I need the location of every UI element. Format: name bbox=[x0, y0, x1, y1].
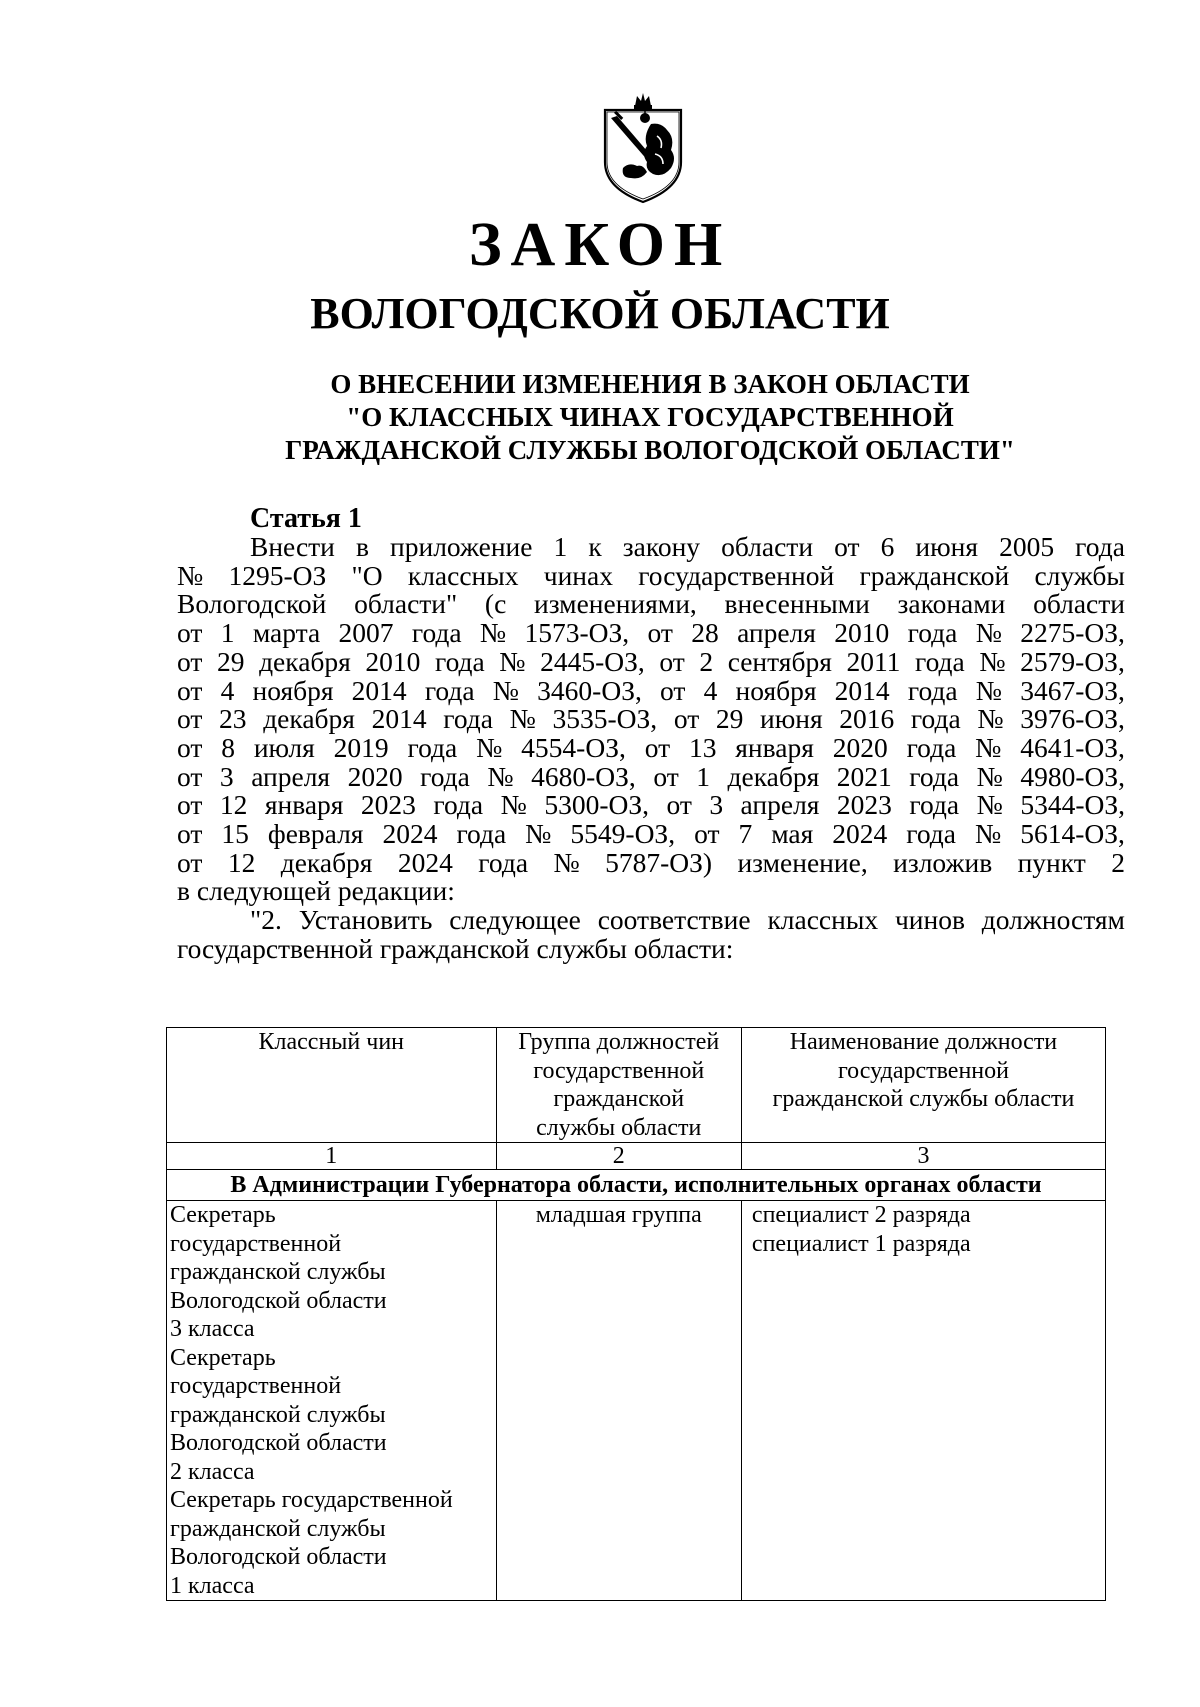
article-word: года bbox=[907, 617, 958, 649]
article-word: 2020 bbox=[832, 731, 888, 763]
article-word: сентября bbox=[727, 645, 832, 677]
article-word: от bbox=[177, 818, 203, 850]
article-word: 3 bbox=[709, 789, 724, 821]
article-word: следующее bbox=[449, 904, 581, 936]
article-word: 2024 bbox=[832, 818, 888, 850]
article-word: года bbox=[424, 674, 475, 706]
header-text: государственной bbox=[837, 1057, 1009, 1084]
article-word: года bbox=[456, 818, 507, 850]
article-word: от bbox=[177, 846, 203, 878]
article-line bbox=[177, 846, 1125, 878]
article-word: 1 bbox=[220, 617, 235, 649]
article-word: года bbox=[407, 731, 458, 763]
section-title: В Администрации Губернатора области, исполнительных органах области bbox=[167, 1170, 1106, 1201]
article-word: от bbox=[647, 617, 673, 649]
article-word: от bbox=[644, 731, 671, 763]
column-number: 3 bbox=[741, 1143, 1105, 1170]
header-text: гражданской службы области bbox=[772, 1086, 1075, 1112]
article-word: изложив bbox=[893, 846, 993, 878]
article-word: года bbox=[478, 846, 529, 878]
article-word: чинов bbox=[894, 904, 965, 936]
article-word: ноября bbox=[735, 674, 817, 706]
article-word: № bbox=[974, 818, 1002, 850]
article-word: ноября bbox=[252, 674, 334, 706]
article-word: 3535-ОЗ, bbox=[552, 703, 658, 735]
article-line bbox=[177, 559, 1125, 591]
article-word: января bbox=[735, 731, 814, 763]
article-word: декабря bbox=[263, 703, 355, 735]
article-word: № bbox=[499, 645, 526, 677]
column-number: 1 bbox=[167, 1143, 497, 1170]
article-word: 4641-ОЗ, bbox=[1020, 731, 1125, 763]
cell-line: Секретарь государственной bbox=[170, 1487, 453, 1513]
cell-line: специалист 1 разряда bbox=[751, 1230, 971, 1257]
header-text: гражданской bbox=[553, 1086, 685, 1112]
article-word: от bbox=[666, 789, 692, 821]
article-word: классных bbox=[407, 559, 519, 591]
article-word: от bbox=[177, 731, 203, 763]
article-word: 7 bbox=[738, 818, 753, 850]
article-word: 12 bbox=[219, 789, 248, 821]
header-class-rank bbox=[167, 1028, 497, 1143]
article-word: февраля bbox=[267, 818, 364, 850]
article-word: (с bbox=[484, 588, 507, 620]
article-word: Установить bbox=[298, 904, 433, 936]
article-word: 2010 bbox=[834, 617, 890, 649]
article-word: № bbox=[975, 731, 1002, 763]
article-word: декабря bbox=[280, 846, 373, 878]
article-word: от bbox=[694, 818, 720, 850]
article-body bbox=[177, 533, 1125, 964]
article-word: 2579-ОЗ, bbox=[1020, 645, 1125, 677]
article-word: службы bbox=[1034, 559, 1125, 591]
article-word: года bbox=[420, 760, 470, 792]
article-word: № bbox=[553, 846, 580, 878]
article-word: мая bbox=[771, 818, 814, 850]
article-word: должностям bbox=[981, 904, 1125, 936]
article-word: в bbox=[355, 531, 369, 562]
article-word: 2016 bbox=[839, 703, 895, 735]
article-word: 5787-ОЗ) bbox=[605, 846, 713, 878]
article-word: 4 bbox=[703, 674, 718, 706]
article-line bbox=[177, 590, 1125, 619]
article-line bbox=[177, 906, 1125, 935]
header-text: Группа должностей bbox=[518, 1029, 720, 1055]
article-word: от bbox=[177, 674, 203, 706]
article-word: года bbox=[443, 703, 493, 735]
article-word: 2007 bbox=[338, 617, 394, 649]
column-number-row bbox=[167, 1143, 1106, 1170]
table-header-row bbox=[167, 1028, 1106, 1143]
article-word: № bbox=[525, 818, 552, 850]
article-word: № bbox=[177, 559, 204, 591]
article-word: области" bbox=[354, 588, 458, 620]
article-word: года bbox=[906, 731, 957, 763]
article-word: государственной bbox=[638, 559, 835, 591]
article-word: 4 bbox=[220, 674, 235, 706]
cell-line: 2 класса bbox=[170, 1458, 255, 1485]
cell-line: Вологодской области bbox=[170, 1287, 387, 1314]
article-word: от bbox=[177, 760, 203, 792]
article-word: № bbox=[979, 645, 1006, 677]
article-word: 2 bbox=[699, 645, 714, 677]
article-word: 15 bbox=[221, 818, 249, 850]
article-word: закону bbox=[622, 531, 701, 562]
article-word: декабря bbox=[259, 645, 351, 677]
article-word: "О bbox=[351, 559, 383, 591]
article-word: года bbox=[907, 674, 958, 706]
article-line bbox=[177, 619, 1125, 648]
article-word: № bbox=[975, 674, 1003, 706]
article-word: 2019 bbox=[333, 731, 389, 763]
article-word: № bbox=[479, 617, 507, 649]
article-word: июня bbox=[915, 531, 979, 562]
article-word: № bbox=[976, 789, 1003, 821]
article-word: июля bbox=[253, 731, 315, 763]
article-word: от bbox=[659, 645, 685, 677]
article-word: 5549-ОЗ, bbox=[570, 818, 676, 850]
article-word: от bbox=[660, 674, 686, 706]
positions-cell bbox=[741, 1201, 1105, 1601]
article-word: года bbox=[906, 818, 956, 850]
law-subtitle bbox=[200, 368, 1100, 467]
article-word: года bbox=[909, 789, 960, 821]
article-word: от bbox=[177, 703, 203, 735]
article-word: года bbox=[909, 760, 960, 792]
article-word: 3467-ОЗ, bbox=[1020, 674, 1125, 706]
cell-line: младшая группа bbox=[535, 1202, 702, 1228]
coat-of-arms-icon bbox=[601, 92, 685, 204]
article-word: 2011 bbox=[846, 645, 901, 677]
article-word: апреля bbox=[737, 617, 816, 649]
article-word: 2010 bbox=[365, 645, 421, 677]
article-word: 4680-ОЗ, bbox=[531, 760, 636, 792]
article-word: "2. bbox=[250, 904, 282, 936]
article-line: государственной гражданской службы области: bbox=[177, 932, 734, 964]
article-word: 2 bbox=[1111, 846, 1125, 878]
article-line bbox=[177, 674, 1125, 706]
cell-line: 1 класса bbox=[170, 1572, 255, 1599]
article-word: Внести bbox=[250, 531, 335, 562]
article-word: 3460-ОЗ, bbox=[537, 674, 642, 706]
table-row bbox=[167, 1201, 1106, 1601]
article-line: в следующей редакции: bbox=[177, 875, 455, 907]
subtitle-line: О ВНЕСЕНИИ ИЗМЕНЕНИЯ В ЗАКОН ОБЛАСТИ bbox=[330, 369, 970, 399]
cell-line: гражданской службы bbox=[170, 1515, 386, 1542]
article-word: 1295-ОЗ bbox=[228, 559, 327, 591]
article-word: 2005 bbox=[999, 531, 1055, 562]
cell-line: Вологодской области bbox=[170, 1430, 387, 1456]
article-word: 2275-ОЗ, bbox=[1020, 617, 1125, 649]
article-word: от bbox=[673, 703, 700, 735]
article-word: внесенными bbox=[724, 588, 870, 620]
cell-line: гражданской службы bbox=[170, 1259, 386, 1285]
class-rank-table bbox=[166, 1027, 1106, 1601]
article-word: области bbox=[1033, 588, 1125, 620]
header-text: государственной bbox=[533, 1057, 705, 1084]
article-word: 12 bbox=[227, 846, 256, 878]
article-word: приложение bbox=[390, 531, 533, 562]
header-text: Классный чин bbox=[258, 1029, 405, 1055]
article-word: 2024 bbox=[397, 846, 453, 878]
article-word: марта bbox=[252, 617, 321, 649]
region-title: ВОЛОГОДСКОЙ ОБЛАСТИ bbox=[310, 289, 890, 338]
article-word: области bbox=[721, 531, 814, 562]
article-word: 1573-ОЗ, bbox=[524, 617, 630, 649]
cell-line: Секретарь bbox=[170, 1202, 276, 1228]
header-text: Наименование должности bbox=[789, 1029, 1058, 1055]
article-word: января bbox=[264, 789, 344, 821]
article-word: 23 bbox=[219, 703, 247, 735]
article-word: гражданской bbox=[859, 559, 1010, 591]
cell-line: гражданской службы bbox=[170, 1401, 386, 1428]
article-word: от bbox=[177, 645, 203, 677]
article-word: 5614-ОЗ, bbox=[1020, 818, 1125, 850]
article-word: 3976-ОЗ, bbox=[1020, 703, 1125, 735]
header-position-group bbox=[496, 1028, 741, 1143]
cell-line: Секретарь bbox=[170, 1344, 276, 1371]
article-line bbox=[177, 820, 1125, 849]
article-word: 2014 bbox=[834, 674, 890, 706]
article-word: № bbox=[975, 617, 1002, 649]
article-word: изменение, bbox=[737, 846, 868, 878]
article-word: Вологодской bbox=[177, 588, 327, 620]
article-word: года bbox=[915, 645, 965, 677]
article-word: 4980-ОЗ, bbox=[1020, 760, 1125, 792]
article-word: классных bbox=[767, 904, 879, 936]
article-word: № bbox=[500, 789, 527, 821]
article-word: 2014 bbox=[371, 703, 427, 735]
article-word: декабря bbox=[727, 760, 820, 792]
article-word: законами bbox=[897, 588, 1006, 620]
cell-line: Вологодской области bbox=[170, 1544, 387, 1570]
article-word: 2014 bbox=[351, 674, 407, 706]
article-word: 2020 bbox=[347, 760, 403, 792]
group-cell bbox=[496, 1201, 741, 1601]
article-word: 1 bbox=[553, 531, 568, 562]
header-position-name bbox=[741, 1028, 1105, 1143]
article-word: от bbox=[653, 760, 679, 792]
article-word: 2024 bbox=[382, 818, 438, 850]
article-word: года bbox=[910, 703, 961, 735]
header-text: службы области bbox=[536, 1114, 702, 1141]
article-word: 5344-ОЗ, bbox=[1020, 789, 1125, 821]
article-word: апреля bbox=[251, 760, 331, 792]
article-word: от bbox=[834, 531, 860, 562]
article-word: 2445-ОЗ, bbox=[540, 645, 645, 677]
article-word: № bbox=[977, 703, 1004, 735]
article-word: от bbox=[177, 789, 203, 821]
cell-line: государственной bbox=[170, 1373, 342, 1399]
article-word: 8 bbox=[221, 731, 235, 763]
article-word: апреля bbox=[740, 789, 820, 821]
subtitle-line: "О КЛАССНЫХ ЧИНАХ ГОСУДАРСТВЕННОЙ bbox=[346, 402, 954, 432]
article-word: 28 bbox=[691, 617, 719, 649]
article-heading: Статья 1 bbox=[250, 503, 362, 534]
section-row bbox=[167, 1170, 1106, 1201]
article-word: 29 bbox=[216, 645, 245, 677]
article-line bbox=[177, 645, 1125, 677]
article-word: 29 bbox=[715, 703, 744, 735]
column-number: 2 bbox=[496, 1143, 741, 1170]
article-word: 1 bbox=[696, 760, 710, 792]
article-word: № bbox=[487, 760, 514, 792]
article-word: 4554-ОЗ, bbox=[521, 731, 626, 763]
article-word: изменениями, bbox=[533, 588, 697, 620]
article-word: 2023 bbox=[836, 789, 892, 821]
article-word: 6 bbox=[880, 531, 895, 562]
article-word: 3 bbox=[219, 760, 234, 792]
article-word: № bbox=[976, 760, 1003, 792]
article-word: 2023 bbox=[360, 789, 416, 821]
cell-line: государственной bbox=[170, 1230, 342, 1257]
article-word: года bbox=[434, 645, 485, 677]
article-line bbox=[177, 705, 1125, 734]
article-line bbox=[177, 791, 1125, 820]
article-word: № bbox=[492, 674, 519, 706]
article-word: года bbox=[411, 617, 462, 649]
article-word: года bbox=[433, 789, 484, 821]
article-line bbox=[177, 760, 1125, 792]
article-word: чинах bbox=[543, 559, 613, 591]
cell-line: специалист 2 разряда bbox=[751, 1202, 971, 1228]
article-word: соответствие bbox=[597, 904, 751, 936]
cell-line: 3 класса bbox=[170, 1316, 255, 1342]
class-rank-cell bbox=[167, 1201, 497, 1601]
article-word: № bbox=[476, 731, 503, 763]
article-line bbox=[177, 731, 1125, 763]
article-word: года bbox=[1075, 531, 1125, 562]
article-word: от bbox=[177, 617, 203, 649]
article-word: 5300-ОЗ, bbox=[544, 789, 649, 821]
article-word: пункт bbox=[1017, 846, 1086, 878]
article-word: 2021 bbox=[836, 760, 892, 792]
subtitle-line: ГРАЖДАНСКОЙ СЛУЖБЫ ВОЛОГОДСКОЙ ОБЛАСТИ" bbox=[285, 435, 1015, 465]
article-word: 13 bbox=[688, 731, 717, 763]
article-word: к bbox=[588, 531, 602, 562]
law-title: ЗАКОН bbox=[468, 211, 732, 279]
article-word: июня bbox=[760, 703, 823, 735]
article-line bbox=[177, 533, 1125, 562]
article-word: № bbox=[509, 703, 536, 735]
